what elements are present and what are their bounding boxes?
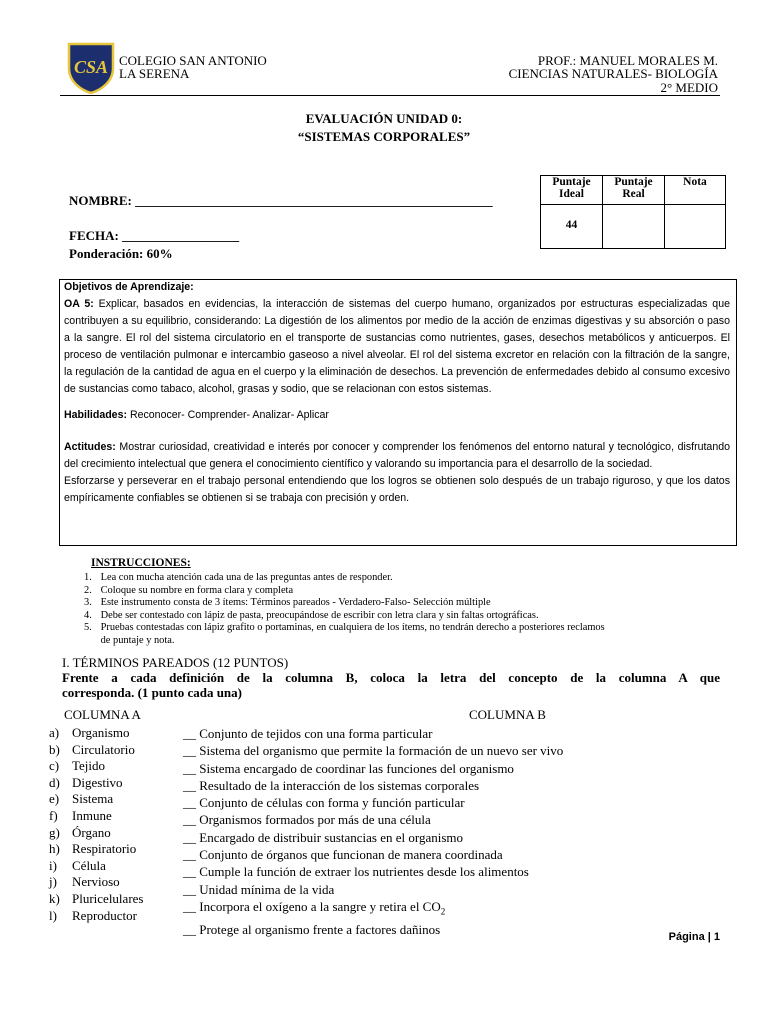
column-b-item[interactable]: __ Conjunto de órganos que funcionan de manera coordinada (183, 847, 503, 863)
column-a-item: l) Reproductor (49, 907, 137, 923)
column-a-item: j) Nervioso (49, 874, 120, 890)
attitudes-label: Actitudes: (64, 441, 116, 453)
grade-value[interactable] (665, 205, 726, 249)
score-real-value[interactable] (603, 205, 665, 249)
instruction-item: de puntaje y nota. (100, 634, 175, 646)
school-name: COLEGIO SAN ANTONIO (119, 53, 267, 68)
instruction-item: 1. Lea con mucha atención cada una de las preguntas antes de responder. (84, 572, 393, 583)
score-table (540, 175, 726, 249)
effort-text: Esforzarse y perseverar en el trabajo personal entendiendo que los logros se obtienen solo después de un trabajo riguroso, y que los datos empíricamente confiables se obtienen si se trabaja con precisión y orden. (64, 475, 730, 504)
instruction-item: 2. Coloque su nombre en forma clara y completa (84, 584, 294, 596)
section1-title: I. TÉRMINOS PAREADOS (12 PUNTOS) (62, 655, 289, 670)
column-b-item[interactable]: __ Cumple la función de extraer los nutrientes desde los alimentos (183, 864, 529, 880)
grade-level: 2° MEDIO (660, 80, 718, 95)
column-a-item: b) Circulatorio (49, 741, 135, 757)
objectives-heading: Objetivos de Aprendizaje: (64, 281, 194, 293)
instruction-item: 4. Debe ser contestado con lápiz de pasta, preocupándose de escribir con letra clara y sin faltas ortográficas. (84, 609, 539, 621)
column-a-title: COLUMNA A (64, 707, 141, 722)
skills-paragraph (64, 407, 730, 424)
attitudes-paragraph (64, 439, 730, 473)
subject-name: CIENCIAS NATURALES- BIOLOGÍA (508, 66, 718, 81)
instruction-item: 3. Este instrumento consta de 3 ítems: Términos pareados - Verdadero-Falso- Selección múltiple (84, 597, 491, 609)
section1-instruction-line1: Frente a cada definición de la columna B, coloca la letra del concepto de la columna A que (62, 670, 720, 685)
oa5-paragraph (64, 296, 730, 398)
weight-label: Ponderación: 60% (69, 246, 173, 261)
date-field[interactable]: FECHA: __________________ (69, 228, 240, 243)
attitudes-text: Mostrar curiosidad, creatividad e interés por conocer y comprender los fenómenos del entorno natural y tecnológico, disfrutando del crecimiento intelectual que genera el conocimiento científico y valorando su importancia para el desarrollo de la sociedad. (64, 441, 730, 470)
instruction-item: 5. Pruebas contestadas con lápiz grafito o portaminas, en cualquiera de los ítems, no tendrán derecho a posteriores reclamos (84, 622, 605, 634)
column-b-item[interactable]: __ Unidad mínima de la vida (183, 881, 335, 897)
exam-subtitle: “SISTEMAS CORPORALES” (297, 129, 471, 144)
page-number: Página | 1 (668, 931, 720, 943)
column-b-item[interactable]: __ Organismos formados por más de una célula (183, 812, 431, 828)
column-a-item: g) Órgano (49, 824, 111, 840)
logo-letters: CSA (73, 57, 109, 77)
column-a-item: h) Respiratorio (49, 841, 137, 857)
column-b-item[interactable]: __ Conjunto de tejidos con una forma particular (183, 726, 433, 741)
score-ideal-value: 44 (541, 205, 603, 249)
column-a-item: a) Organismo (49, 725, 130, 740)
exam-title: EVALUACIÓN UNIDAD 0: (305, 111, 463, 126)
oa5-label: OA 5: (64, 298, 94, 310)
skills-text: Reconocer- Comprender- Analizar- Aplicar (129, 409, 329, 421)
instructions-heading: INSTRUCCIONES: (91, 557, 191, 569)
column-b-item[interactable]: __ Incorpora el oxígeno a la sangre y retira el $CO_2$ (183, 898, 446, 917)
oa5-text: Explicar, basados en evidencias, la interacción de sistemas del cuerpo humano, organizados por estructuras especializadas que contribuyen a su equilibrio, considerando: La digestión de los alimentos por medio de la acción de enzimas digestivas y su absorción o paso a la sangre. El rol del sistema circulatorio en el transporte de sustancias como nutrientes, gases, desechos metabólicos y anticuerpos. El proceso de ventilación pulmonar e intercambio gaseoso a nivel alveolar. El rol del sistema excretor en relación con la filtración de la sangre, la regulación de la cantidad de agua en el cuerpo y la eliminación de desechos. La prevención de enfermedades debido al consumo excesivo de sustancias como tabaco, alcohol, grasas y sodio, que se relacionan con estos sistemas. (64, 298, 730, 395)
section1-instruction-line2: corresponda. (1 punto cada una) (62, 685, 242, 700)
score-ideal-header: Puntaje Ideal (541, 176, 603, 205)
skills-label: Habilidades: (64, 409, 127, 421)
column-b-item[interactable]: __ Resultado de la interacción de los sistemas corporales (183, 777, 480, 793)
column-a-item: d) Digestivo (49, 774, 123, 790)
objectives-box (59, 279, 737, 546)
score-real-header: Puntaje Real (603, 176, 665, 205)
column-b-item[interactable]: __ Conjunto de células con forma y función particular (183, 795, 465, 811)
column-a-item: c) Tejido (49, 758, 106, 774)
column-b-item[interactable]: __ Protege al organismo frente a factores dañinos (183, 921, 441, 937)
header-divider (60, 95, 720, 96)
column-a-item: e) Sistema (49, 791, 114, 807)
school-city: LA SERENA (119, 66, 190, 81)
column-b-title: COLUMNA B (469, 707, 546, 722)
column-b-item[interactable]: __ Sistema encargado de coordinar las funciones del organismo (183, 760, 514, 776)
grade-header: Nota (665, 176, 726, 205)
co2-subscript: 2 (440, 906, 446, 917)
column-b-item[interactable]: __ Encargado de distribuir sustancias en el organismo (183, 829, 464, 845)
column-a-item: i) Célula (49, 857, 106, 873)
column-a-item: k) Pluricelulares (49, 890, 144, 906)
teacher-name: PROF.: MANUEL MORALES M. (537, 53, 718, 68)
instructions-list (84, 572, 724, 648)
column-b-list (183, 725, 563, 938)
column-a-item: f) Inmune (49, 807, 112, 823)
column-b-item[interactable]: __ Sistema del organismo que permite la formación de un nuevo ser vivo (183, 743, 564, 759)
name-field[interactable]: NOMBRE: _______________________________________________________ (69, 193, 493, 208)
school-logo (66, 40, 116, 94)
column-a-list (49, 725, 143, 924)
